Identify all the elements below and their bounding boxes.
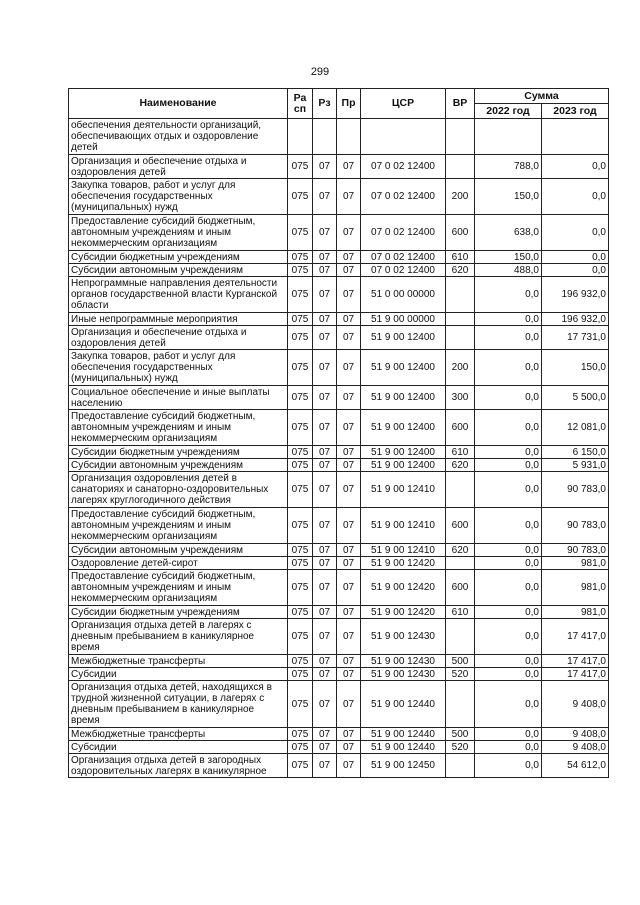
cell-sum-2023: 90 783,0 [542,508,609,544]
cell-rz: 07 [313,264,337,277]
cell-vr: 500 [446,728,475,741]
cell-sum-2023: 981,0 [542,570,609,606]
cell-sum-2022: 0,0 [475,728,542,741]
cell-csr: 51 9 00 12410 [361,544,446,557]
cell-csr: 51 9 00 12400 [361,410,446,446]
cell-rasp: 075 [288,326,313,350]
cell-name: Предоставление субсидий бюджетным, автономным учреждениям и иным некоммерческим организациям [69,410,288,446]
cell-sum-2022: 0,0 [475,277,542,313]
cell-csr: 51 9 00 12400 [361,459,446,472]
cell-vr [446,326,475,350]
cell-pr: 07 [337,215,361,251]
table-row [69,264,609,277]
header-rasp-line2: сп [293,102,307,115]
cell-name: Организация отдыха детей в загородных оздоровительных лагерях в каникулярное [69,754,288,778]
table-body [69,119,609,778]
header-csr: ЦСР [361,89,446,119]
cell-rz: 07 [313,570,337,606]
cell-csr: 51 9 00 12410 [361,472,446,508]
cell-sum-2022: 0,0 [475,446,542,459]
cell-pr: 07 [337,264,361,277]
cell-sum-2022: 788,0 [475,155,542,179]
cell-rasp: 075 [288,544,313,557]
cell-sum-2023: 0,0 [542,251,609,264]
table-row [69,386,609,410]
table-row [69,155,609,179]
table-row [69,619,609,655]
cell-rz: 07 [313,619,337,655]
cell-sum-2023: 196 932,0 [542,313,609,326]
cell-pr: 07 [337,459,361,472]
cell-rz [313,119,337,155]
cell-sum-2023: 90 783,0 [542,472,609,508]
header-year-2022: 2022 год [475,104,542,119]
cell-sum-2022: 150,0 [475,179,542,215]
cell-rasp: 075 [288,251,313,264]
cell-rz: 07 [313,606,337,619]
cell-rz: 07 [313,728,337,741]
cell-rasp: 075 [288,606,313,619]
cell-csr: 51 9 00 12430 [361,619,446,655]
cell-name: Закупка товаров, работ и услуг для обеспечения государственных (муниципальных) нужд [69,350,288,386]
cell-vr: 500 [446,655,475,668]
cell-rasp: 075 [288,655,313,668]
cell-sum-2022: 0,0 [475,386,542,410]
cell-name: Организация и обеспечение отдыха и оздоровления детей [69,155,288,179]
cell-rasp: 075 [288,754,313,778]
table-row [69,681,609,728]
cell-name: Иные непрограммные мероприятия [69,313,288,326]
cell-vr: 200 [446,179,475,215]
table-row [69,570,609,606]
cell-name: Организация отдыха детей, находящихся в трудной жизненной ситуации, в лагерях с дневным пребыванием в каникулярное время [69,681,288,728]
cell-rz: 07 [313,179,337,215]
cell-csr: 51 9 00 12400 [361,446,446,459]
table-row [69,251,609,264]
cell-sum-2023: 981,0 [542,557,609,570]
cell-vr: 620 [446,459,475,472]
table-row [69,472,609,508]
cell-name: Межбюджетные трансферты [69,655,288,668]
cell-rasp: 075 [288,619,313,655]
cell-sum-2023: 0,0 [542,264,609,277]
cell-vr [446,155,475,179]
cell-name: Предоставление субсидий бюджетным, автономным учреждениям и иным некоммерческим организациям [69,215,288,251]
cell-rasp [288,119,313,155]
cell-name: Субсидии автономным учреждениям [69,264,288,277]
cell-pr: 07 [337,313,361,326]
cell-sum-2023: 196 932,0 [542,277,609,313]
cell-rz: 07 [313,681,337,728]
cell-pr: 07 [337,728,361,741]
cell-sum-2022: 0,0 [475,350,542,386]
cell-rz: 07 [313,313,337,326]
cell-rasp: 075 [288,728,313,741]
cell-sum-2023: 5 500,0 [542,386,609,410]
cell-rasp: 075 [288,668,313,681]
cell-pr: 07 [337,386,361,410]
cell-csr: 51 9 00 12420 [361,570,446,606]
budget-table [68,88,609,778]
cell-pr: 07 [337,155,361,179]
table-row [69,277,609,313]
cell-name: Субсидии бюджетным учреждениям [69,606,288,619]
cell-rasp: 075 [288,313,313,326]
cell-rasp: 075 [288,410,313,446]
cell-sum-2023: 9 408,0 [542,741,609,754]
cell-rasp: 075 [288,557,313,570]
cell-csr: 51 9 00 00000 [361,313,446,326]
cell-name: Межбюджетные трансферты [69,728,288,741]
cell-rasp: 075 [288,386,313,410]
cell-pr: 07 [337,668,361,681]
cell-csr: 51 0 00 00000 [361,277,446,313]
header-rasp [288,89,313,119]
cell-csr: 51 9 00 12430 [361,655,446,668]
cell-sum-2022: 0,0 [475,508,542,544]
cell-sum-2022: 0,0 [475,570,542,606]
cell-vr: 610 [446,251,475,264]
cell-pr: 07 [337,251,361,264]
table-row [69,557,609,570]
cell-sum-2023: 17 731,0 [542,326,609,350]
cell-csr: 51 9 00 12420 [361,557,446,570]
cell-csr: 07 0 02 12400 [361,264,446,277]
cell-csr: 51 9 00 12400 [361,350,446,386]
cell-sum-2022: 0,0 [475,557,542,570]
cell-pr: 07 [337,570,361,606]
cell-csr: 07 0 02 12400 [361,215,446,251]
table-row [69,313,609,326]
cell-csr: 51 9 00 12400 [361,386,446,410]
cell-sum-2022: 0,0 [475,326,542,350]
cell-name: Непрограммные направления деятельности органов государственной власти Курганской области [69,277,288,313]
cell-vr [446,681,475,728]
cell-name: Субсидии автономным учреждениям [69,544,288,557]
header-rz: Рз [313,89,337,119]
cell-pr: 07 [337,179,361,215]
cell-pr: 07 [337,350,361,386]
table-row [69,668,609,681]
cell-pr: 07 [337,446,361,459]
cell-sum-2023: 0,0 [542,179,609,215]
cell-rz: 07 [313,155,337,179]
cell-pr: 07 [337,557,361,570]
cell-vr [446,472,475,508]
cell-sum-2022: 0,0 [475,668,542,681]
cell-vr [446,313,475,326]
cell-name: Закупка товаров, работ и услуг для обеспечения государственных (муниципальных) нужд [69,179,288,215]
cell-pr: 07 [337,472,361,508]
cell-rasp: 075 [288,264,313,277]
cell-vr: 620 [446,264,475,277]
cell-vr [446,754,475,778]
cell-rz: 07 [313,326,337,350]
cell-rasp: 075 [288,741,313,754]
cell-pr: 07 [337,655,361,668]
header-sum: Сумма [475,89,609,104]
cell-rz: 07 [313,251,337,264]
cell-sum-2022: 150,0 [475,251,542,264]
cell-vr: 200 [446,350,475,386]
cell-name: Предоставление субсидий бюджетным, автономным учреждениям и иным некоммерческим организациям [69,570,288,606]
table-row [69,544,609,557]
cell-sum-2022: 0,0 [475,410,542,446]
cell-vr: 600 [446,410,475,446]
cell-sum-2023: 9 408,0 [542,728,609,741]
cell-rasp: 075 [288,350,313,386]
cell-vr [446,119,475,155]
cell-name: Организация оздоровления детей в санаториях и санаторно-оздоровительных лагерях круглогодичного действия [69,472,288,508]
cell-vr: 600 [446,570,475,606]
cell-csr [361,119,446,155]
cell-rasp: 075 [288,277,313,313]
cell-rz: 07 [313,215,337,251]
cell-name: Предоставление субсидий бюджетным, автономным учреждениям и иным некоммерческим организациям [69,508,288,544]
header-pr: Пр [337,89,361,119]
cell-rz: 07 [313,754,337,778]
cell-sum-2023: 5 931,0 [542,459,609,472]
cell-rz: 07 [313,741,337,754]
cell-sum-2022: 0,0 [475,472,542,508]
cell-name: Субсидии бюджетным учреждениям [69,446,288,459]
table-row [69,655,609,668]
cell-sum-2023: 17 417,0 [542,655,609,668]
cell-sum-2022: 0,0 [475,681,542,728]
cell-sum-2023: 12 081,0 [542,410,609,446]
cell-rz: 07 [313,446,337,459]
cell-csr: 51 9 00 12440 [361,681,446,728]
table-row [69,754,609,778]
header-name: Наименование [69,89,288,119]
cell-sum-2023: 90 783,0 [542,544,609,557]
cell-rz: 07 [313,557,337,570]
cell-rasp: 075 [288,215,313,251]
page-number: 299 [310,66,330,78]
header-vr: ВР [446,89,475,119]
cell-pr: 07 [337,410,361,446]
cell-csr: 07 0 02 12400 [361,251,446,264]
header-year-2023: 2023 год [542,104,609,119]
cell-sum-2023: 0,0 [542,215,609,251]
cell-sum-2023: 54 612,0 [542,754,609,778]
cell-rasp: 075 [288,459,313,472]
cell-pr: 07 [337,754,361,778]
cell-sum-2023: 0,0 [542,155,609,179]
cell-sum-2022: 488,0 [475,264,542,277]
cell-pr [337,119,361,155]
cell-vr: 620 [446,544,475,557]
cell-csr: 51 9 00 12450 [361,754,446,778]
cell-sum-2023: 981,0 [542,606,609,619]
cell-vr [446,619,475,655]
cell-rasp: 075 [288,681,313,728]
cell-sum-2022: 0,0 [475,619,542,655]
table-row [69,350,609,386]
cell-vr: 520 [446,668,475,681]
cell-rz: 07 [313,472,337,508]
cell-sum-2023 [542,119,609,155]
cell-csr: 51 9 00 12420 [361,606,446,619]
table-row [69,410,609,446]
cell-sum-2022: 638,0 [475,215,542,251]
cell-pr: 07 [337,508,361,544]
cell-name: Субсидии [69,741,288,754]
table-row [69,326,609,350]
cell-name: Организация отдыха детей в лагерях с дневным пребыванием в каникулярное время [69,619,288,655]
table-row [69,741,609,754]
cell-rz: 07 [313,277,337,313]
table-row [69,459,609,472]
cell-pr: 07 [337,606,361,619]
cell-sum-2023: 6 150,0 [542,446,609,459]
cell-vr: 610 [446,446,475,459]
cell-csr: 51 9 00 12400 [361,326,446,350]
table-row [69,119,609,155]
cell-pr: 07 [337,326,361,350]
cell-rz: 07 [313,544,337,557]
cell-name: обеспечения деятельности организаций, обеспечивающих отдых и оздоровление детей [69,119,288,155]
cell-name: Оздоровление детей-сирот [69,557,288,570]
cell-rz: 07 [313,508,337,544]
cell-sum-2022 [475,119,542,155]
cell-vr: 610 [446,606,475,619]
cell-rz: 07 [313,350,337,386]
cell-vr: 300 [446,386,475,410]
cell-sum-2022: 0,0 [475,459,542,472]
cell-sum-2022: 0,0 [475,313,542,326]
cell-rz: 07 [313,410,337,446]
cell-name: Социальное обеспечение и иные выплаты населению [69,386,288,410]
cell-rasp: 075 [288,446,313,459]
cell-rasp: 075 [288,508,313,544]
cell-sum-2022: 0,0 [475,741,542,754]
table-row [69,606,609,619]
cell-vr: 600 [446,508,475,544]
table-row [69,179,609,215]
cell-csr: 51 9 00 12440 [361,741,446,754]
cell-sum-2023: 9 408,0 [542,681,609,728]
cell-vr: 600 [446,215,475,251]
cell-sum-2022: 0,0 [475,544,542,557]
cell-sum-2023: 150,0 [542,350,609,386]
table-header [69,89,609,119]
cell-rasp: 075 [288,570,313,606]
header-rasp-line1: Ра [293,91,307,104]
cell-pr: 07 [337,741,361,754]
cell-pr: 07 [337,277,361,313]
cell-rz: 07 [313,386,337,410]
cell-rasp: 075 [288,155,313,179]
cell-csr: 07 0 02 12400 [361,155,446,179]
cell-pr: 07 [337,619,361,655]
cell-pr: 07 [337,544,361,557]
cell-name: Субсидии [69,668,288,681]
cell-name: Субсидии бюджетным учреждениям [69,251,288,264]
cell-rz: 07 [313,459,337,472]
table-row [69,508,609,544]
cell-sum-2023: 17 417,0 [542,619,609,655]
cell-csr: 51 9 00 12440 [361,728,446,741]
cell-vr: 520 [446,741,475,754]
cell-sum-2023: 17 417,0 [542,668,609,681]
cell-sum-2022: 0,0 [475,754,542,778]
cell-rasp: 075 [288,472,313,508]
cell-sum-2022: 0,0 [475,655,542,668]
cell-vr [446,277,475,313]
cell-name: Организация и обеспечение отдыха и оздоровления детей [69,326,288,350]
cell-csr: 51 9 00 12410 [361,508,446,544]
cell-csr: 07 0 02 12400 [361,179,446,215]
cell-rasp: 075 [288,179,313,215]
cell-vr [446,557,475,570]
cell-name: Субсидии автономным учреждениям [69,459,288,472]
cell-pr: 07 [337,681,361,728]
cell-rz: 07 [313,655,337,668]
table-row [69,215,609,251]
table-row [69,446,609,459]
cell-rz: 07 [313,668,337,681]
table-row [69,728,609,741]
cell-sum-2022: 0,0 [475,606,542,619]
cell-csr: 51 9 00 12430 [361,668,446,681]
